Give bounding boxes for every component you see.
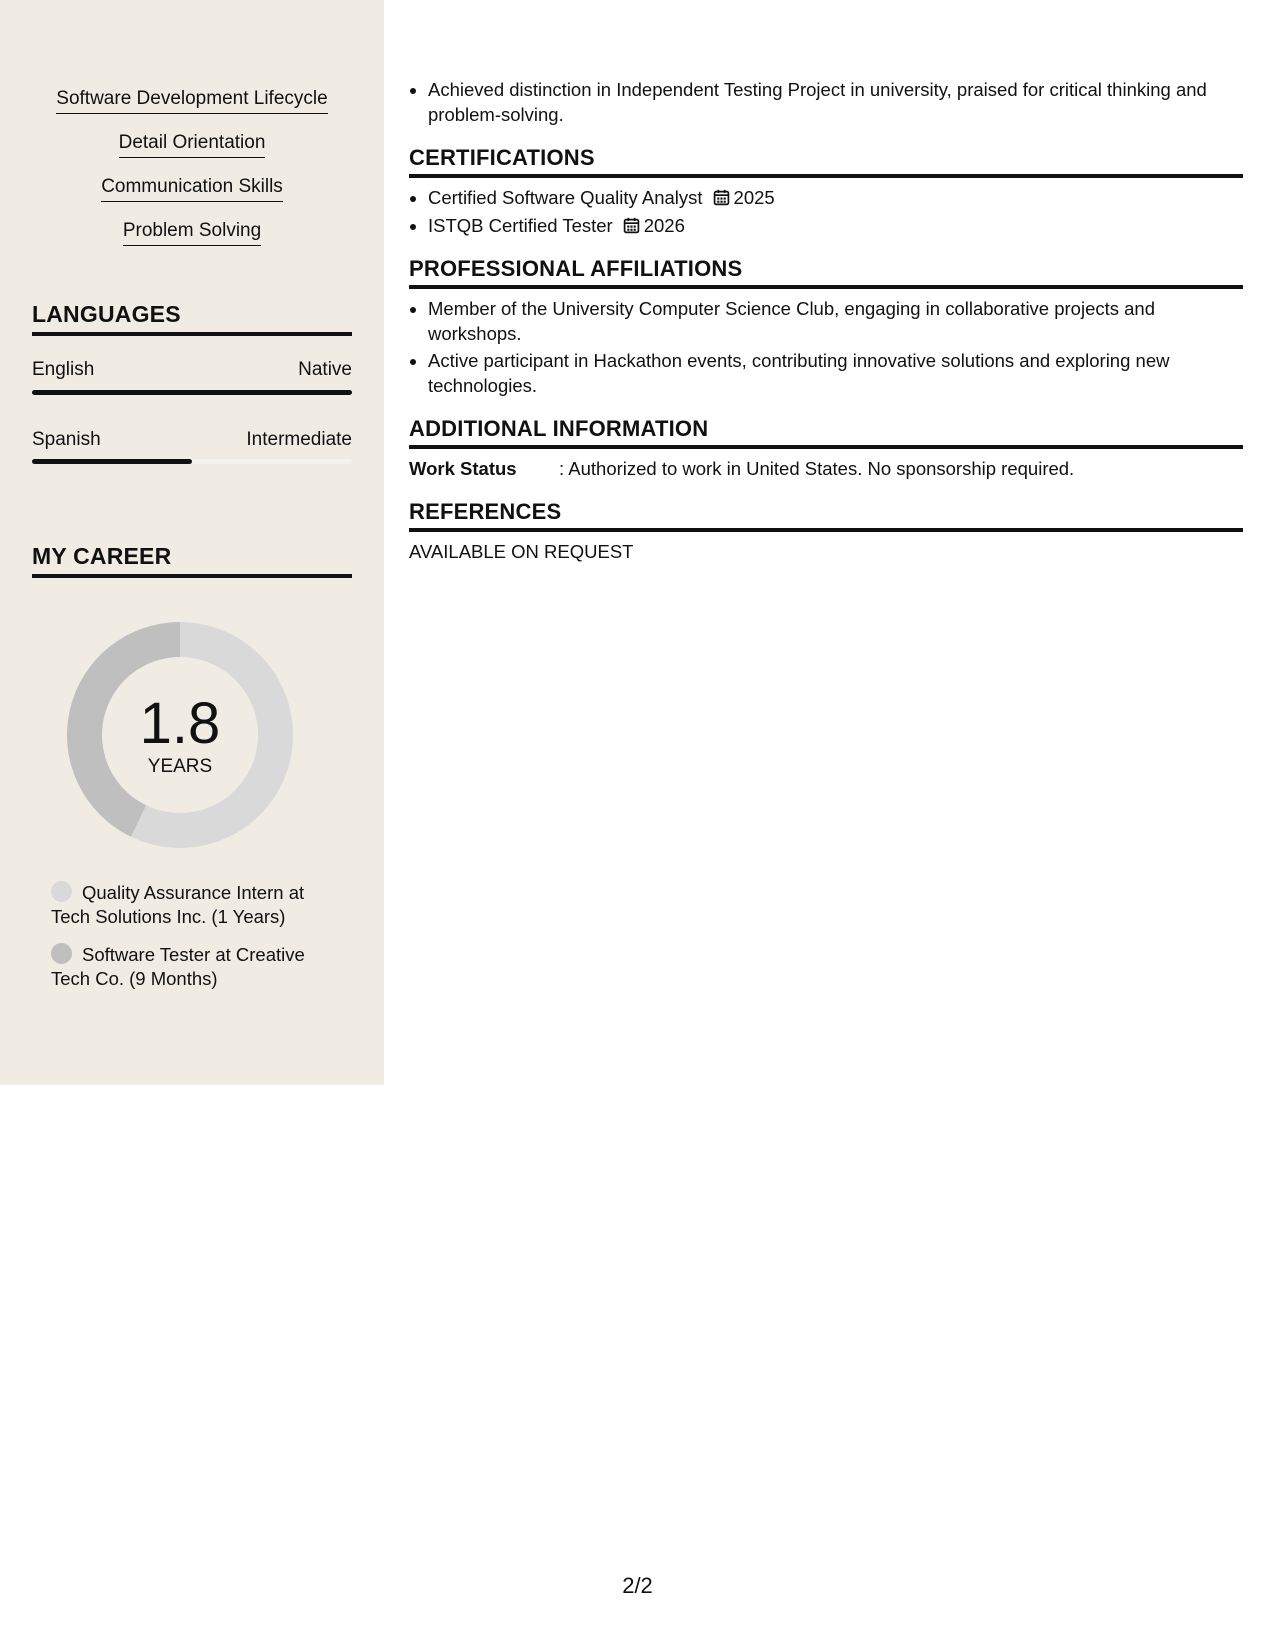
career-legend-item [51, 881, 331, 929]
affiliations-list [409, 297, 1243, 398]
career-heading: MY CAREER [32, 542, 352, 578]
language-bar-english [32, 390, 352, 395]
certification-item [428, 214, 1243, 239]
calendar-icon [713, 189, 730, 206]
additional-info-heading: ADDITIONAL INFORMATION [409, 415, 1243, 449]
certification-year: 2026 [643, 214, 685, 236]
skill-item: Detail Orientation [119, 130, 266, 158]
language-bar-spanish [32, 459, 352, 464]
career-legend-item [51, 943, 331, 991]
language-bar-fill [32, 390, 352, 395]
skill-item: Communication Skills [101, 174, 283, 202]
certifications-list [409, 186, 1243, 238]
career-total-value: 1.8 [139, 691, 221, 756]
work-status-row [409, 457, 1243, 481]
legend-dot [51, 943, 72, 964]
certification-name: Certified Software Quality Analyst [428, 187, 703, 208]
skills-list [32, 86, 352, 262]
work-status-label: Work Status [409, 458, 517, 479]
achievement-item: • Achieved distinction in Independent Testing Project in university, praised for critical thinking and problem-solving. [428, 78, 1243, 127]
language-bar-fill [32, 459, 192, 464]
references-heading: REFERENCES [409, 498, 1243, 532]
calendar-icon [623, 217, 640, 234]
career-legend-text: Software Tester at Creative Tech Co. (9 Months) [51, 944, 305, 989]
language-row-english [32, 358, 352, 382]
certification-item [428, 186, 1243, 211]
affiliations-heading: PROFESSIONAL AFFILIATIONS [409, 255, 1243, 289]
career-legend-text: Quality Assurance Intern at Tech Solutions Inc. (1 Years) [51, 882, 305, 927]
skill-item: Problem Solving [123, 218, 261, 246]
legend-dot [51, 881, 72, 902]
affiliation-item: • Active participant in Hackathon events, contributing innovative solutions and exploring new technologies. [428, 349, 1243, 398]
achievements-list [409, 78, 1243, 127]
languages-heading: LANGUAGES [32, 300, 352, 336]
language-name: English [32, 359, 95, 380]
language-level: Native [298, 359, 352, 380]
career-total-unit: YEARS [147, 756, 213, 777]
skill-item: Software Development Lifecycle [56, 86, 327, 114]
references-text: AVAILABLE ON REQUEST [409, 541, 634, 562]
certification-name: ISTQB Certified Tester [428, 214, 613, 236]
page-number: 2/2 [622, 1573, 653, 1598]
certifications-heading: CERTIFICATIONS [409, 144, 1243, 178]
language-level: Intermediate [246, 429, 352, 450]
main-content [409, 78, 1243, 564]
language-row-spanish [32, 428, 352, 452]
certification-year: 2025 [733, 187, 775, 208]
affiliation-item: • Member of the University Computer Science Club, engaging in collaborative projects and workshops. [428, 297, 1243, 346]
language-name: Spanish [32, 429, 101, 450]
sidebar [0, 0, 384, 1085]
work-status-value: : Authorized to work in United States. No sponsorship required. [559, 458, 1075, 479]
